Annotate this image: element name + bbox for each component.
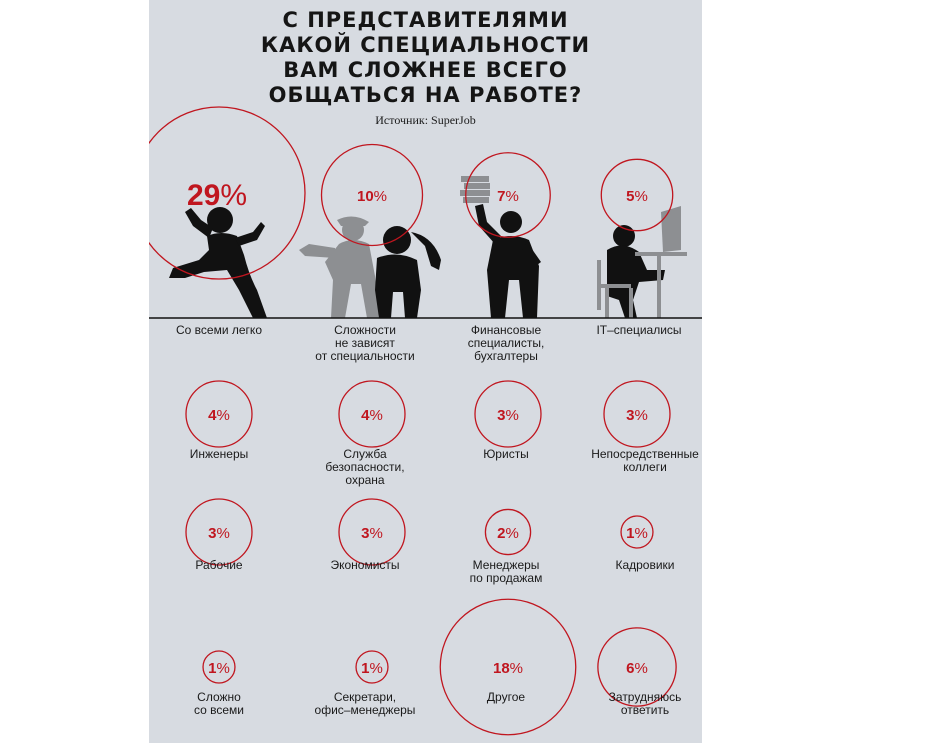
category-label: безопасности, [325,460,405,474]
category-label: не зависят [335,336,395,350]
source-note: Источник: SuperJob [375,113,476,127]
bubble-chart [149,0,702,743]
person-at-computer-icon [597,206,687,318]
category-label: офис–менеджеры [314,703,416,717]
value-label: 1% [626,525,648,542]
category-label: Сложности [334,323,396,337]
title-line: ВАМ СЛОЖНЕЕ ВСЕГО [283,58,568,82]
category-label: Другое [486,690,526,704]
value-label: 1% [208,660,230,677]
category-label: специалисты, [467,336,545,350]
category-label: Со всеми легко [176,323,262,337]
infographic-panel [149,0,702,743]
value-label: 3% [361,525,383,542]
title-line: КАКОЙ СПЕЦИАЛЬНОСТИ [260,33,591,57]
value-label: 6% [626,660,648,677]
category-label: Кадровики [615,558,675,572]
value-label: 4% [361,407,383,424]
category-label: Рабочие [195,558,243,572]
category-label: IT–специалисы [596,323,682,337]
category-label: Служба [343,447,387,461]
value-label: 10% [356,188,388,205]
value-label: 2% [497,525,519,542]
category-label: бухгалтеры [474,349,538,363]
category-label: Финансовые [470,323,542,337]
category-label: по продажам [469,571,543,585]
value-label: 3% [497,407,519,424]
value-label: 18% [492,660,524,677]
category-label: Юристы [483,447,529,461]
value-label: 29% [186,179,248,212]
category-label: Менеджеры [472,558,540,572]
category-label: охрана [345,473,385,487]
category-label: Сложно [197,690,241,704]
value-label: 7% [497,188,519,205]
category-label: от специальности [315,349,415,363]
category-label: Затрудняюсь [608,690,682,704]
category-label: Секретари, [333,690,397,704]
value-label: 4% [208,407,230,424]
title-line: С ПРЕДСТАВИТЕЛЯМИ [282,8,569,32]
value-label: 3% [208,525,230,542]
value-label: 5% [626,188,648,205]
value-label: 1% [361,660,383,677]
category-label: Экономисты [330,558,400,572]
category-label: ответить [620,703,670,717]
category-label: Инженеры [189,447,249,461]
title-line: ОБЩАТЬСЯ НА РАБОТЕ? [268,83,583,107]
category-label: со всеми [193,703,245,717]
category-label: Непосредственные [591,447,699,461]
running-person-icon [169,207,267,318]
arguing-people-icon [299,216,441,318]
value-label: 3% [626,407,648,424]
category-label: коллеги [623,460,667,474]
